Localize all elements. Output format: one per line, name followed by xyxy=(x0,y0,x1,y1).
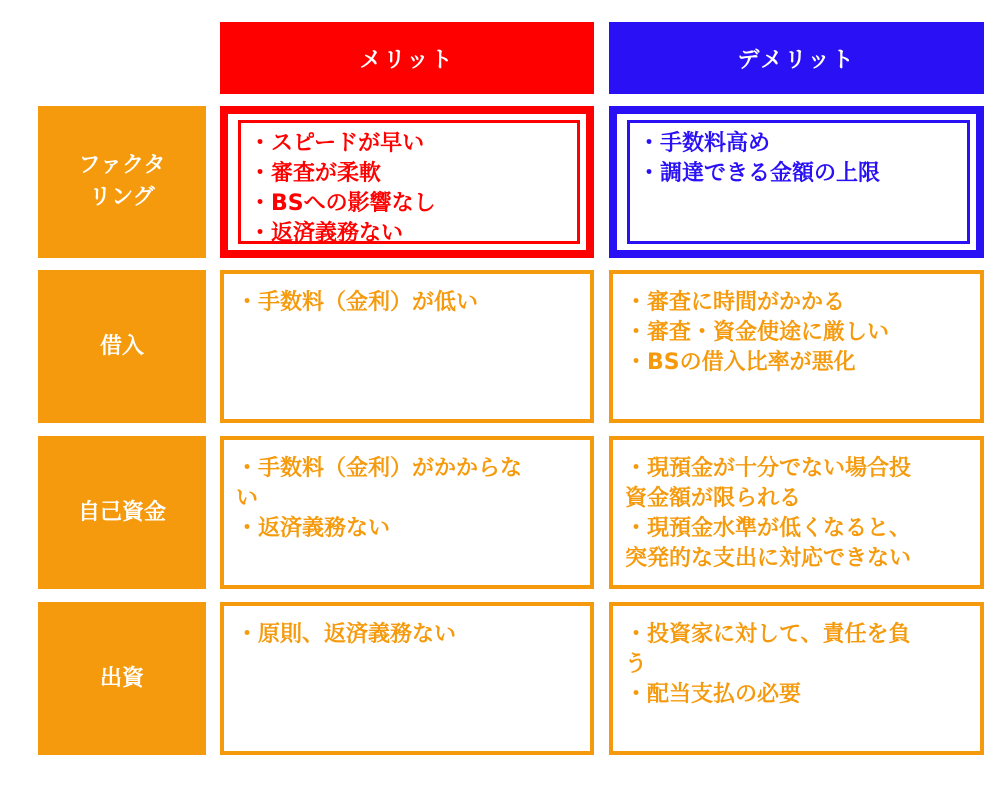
merit-item: ・手数料（金利）がかからな い xyxy=(236,456,523,511)
factoring-demerits-cell xyxy=(609,106,984,258)
merit-item: ・返済義務ない xyxy=(249,221,404,246)
factoring-merits-cell xyxy=(220,106,594,258)
demerit-item: ・手数料高め xyxy=(638,131,771,156)
demerit-item: ・現預金が十分でない場合投 資金額が限られる xyxy=(625,456,912,511)
demerit-item: ・配当支払の必要 xyxy=(625,682,802,707)
row-label-own-funds: 自己資金 xyxy=(38,436,206,589)
row-label-factoring: ファクタ リング xyxy=(38,106,206,258)
demerit-item: ・審査・資金使途に厳しい xyxy=(625,320,890,345)
equity-merits-cell xyxy=(220,602,594,755)
demerit-item: ・審査に時間がかかる xyxy=(625,290,846,315)
merit-item: ・審査が柔軟 xyxy=(249,161,382,186)
merit-item: ・BSへの影響なし xyxy=(249,191,436,216)
borrowing-merits-cell xyxy=(220,270,594,423)
own-funds-merits-cell xyxy=(220,436,594,589)
own-funds-demerits-cell xyxy=(609,436,984,589)
merit-item: ・原則、返済義務ない xyxy=(236,622,457,647)
demerit-item: ・現預金水準が低くなると、 突発的な支出に対応できない xyxy=(625,516,912,571)
merit-item: ・返済義務ない xyxy=(236,516,391,541)
borrowing-demerits-cell xyxy=(609,270,984,423)
demerit-item: ・BSの借入比率が悪化 xyxy=(625,350,856,375)
row-label-borrowing: 借入 xyxy=(38,270,206,423)
merit-item: ・手数料（金利）が低い xyxy=(236,290,479,315)
merit-item: ・スピードが早い xyxy=(249,131,425,156)
merit-header: メリット xyxy=(220,22,594,94)
demerit-item: ・投資家に対して、責任を負 う xyxy=(625,622,911,677)
row-label-equity: 出資 xyxy=(38,602,206,755)
equity-demerits-cell xyxy=(609,602,984,755)
demerit-header: デメリット xyxy=(609,22,984,94)
demerit-item: ・調達できる金額の上限 xyxy=(638,161,881,186)
